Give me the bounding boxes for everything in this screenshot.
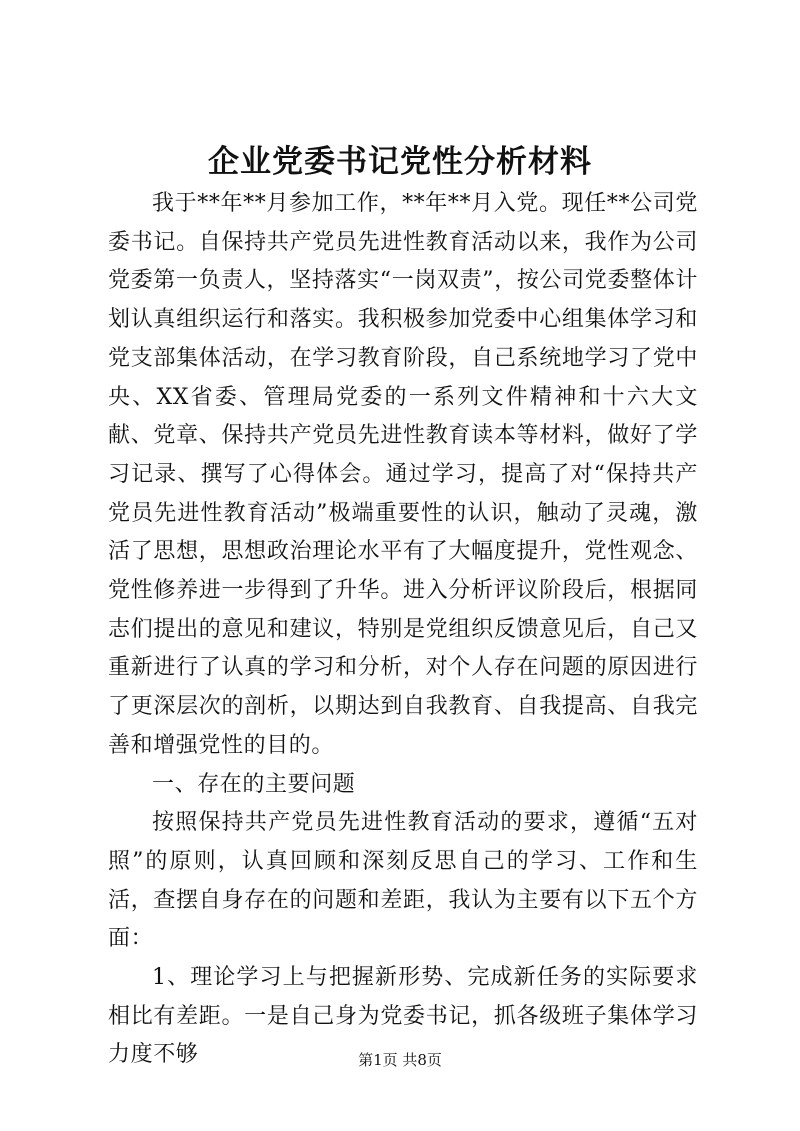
- page-footer: 第1页 共8页: [358, 1051, 442, 1069]
- document-title: 企业党委书记党性分析材料: [208, 144, 592, 180]
- document-body: [108, 185, 698, 1075]
- paragraph-intro: 我于**年**月参加工作，**年**月入党。现任**公司党委书记。自保持共产党员先进性教育活动以来，我作为公司党委第一负责人，坚持落实“一岗双责”，按公司党委整体计划认真组织运行和落实。我积极参加党委中心组集体学习和党支部集体活动，在学习教育阶段，自己系统地学习了党中央、XX省委、管理局党委的一系列文件精神和十六大文献、党章、保持共产党员先进性教育读本等材料，做好了学习记录、撰写了心得体会。通过学习，提高了对“保持共产党员先进性教育活动”极端重要性的认识，触动了灵魂，激活了思想，思想政治理论水平有了大幅度提升，党性观念、党性修养进一步得到了升华。进入分析评议阶段后，根据同志们提出的意见和建议，特别是党组织反馈意见后，自己又重新进行了认真的学习和分析，对个人存在问题的原因进行了更深层次的剖析，以期达到自我教育、自我提高、自我完善和增强党性的目的。: [108, 191, 698, 758]
- paragraph-five-comparisons: 按照保持共产党员先进性教育活动的要求，遵循“五对照”的原则，认真回顾和深刻反思自己的学习、工作和生活，查摆自身存在的问题和差距，我认为主要有以下五个方面：: [108, 810, 698, 952]
- paragraph-item-1: 1、理论学习上与把握新形势、完成新任务的实际要求相比有差距。一是自己身为党委书记，抓各级班子集体学习力度不够: [108, 965, 698, 1068]
- section-heading-problems: 一、存在的主要问题: [152, 771, 356, 797]
